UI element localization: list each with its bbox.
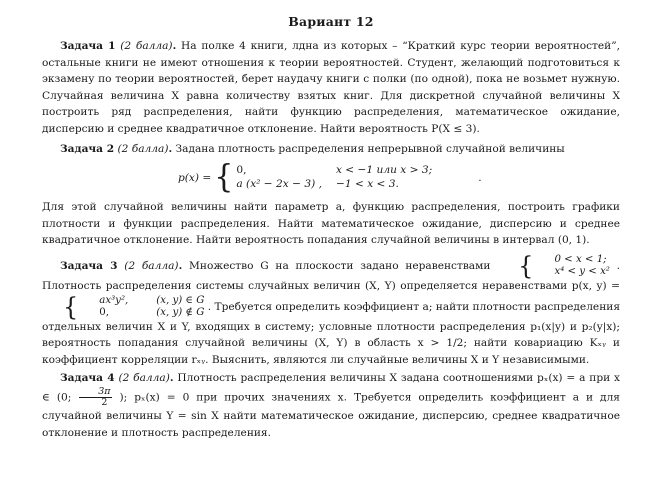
left-brace: {	[518, 251, 534, 281]
task-2-body: Для этой случайной величины найти параметр a, функцию распределения, построить графики плотности и функции распределения. Найти математическое ожидание, дисперсию и среднее квадратичное отклонение. Найти вероятность попадания случайной величины в интервал (0, 1).	[42, 201, 620, 247]
set-g-inequalities	[497, 251, 610, 281]
fraction-3pi-over-2	[79, 387, 111, 408]
joint-density-cases	[42, 291, 205, 322]
task-4: Задача 4 (2 балла). Плотность распределения величины X задана соотношениями pₓ(x) = a при x ∈ (0; $\frac{3\pi}{2}$ ); pₓ(x) = 0 при прочих значениях x. Требуется определить коэффициент a и для случайной величины Y = sin X найти математическое ожидание, дисперсию, среднее квадратичное отклонение и плотность распределения.	[42, 372, 620, 439]
task-3-part-1: Множество G на плоскости задано неравенствами	[189, 259, 491, 272]
task-4-heading: Задача 4	[60, 372, 115, 385]
density-case-1-value: ax³y²,	[99, 294, 129, 306]
density-cases	[211, 158, 433, 196]
task-2-intro-text: Задана плотность распределения непрерывной случайной величины	[175, 142, 565, 155]
left-brace: {	[214, 158, 234, 196]
task-2-points: (2 балла)	[117, 142, 169, 155]
task-3-points: (2 балла)	[124, 259, 179, 272]
fraction-denominator: 2	[101, 396, 108, 408]
variant-title: Вариант 12	[288, 14, 374, 29]
density-case-2-condition: (x, y) ∉ G	[156, 306, 205, 318]
case-2-value: a (x² − 2x − 3) ,	[236, 178, 322, 191]
task-3-part-2: . Плотность распределения системы случайных величин (X, Y) определяется неравенствами p(x, y) =	[42, 259, 621, 292]
task-1: Задача 1 (2 балла). На полке 4 книги, лдна из которых – “Краткий курс теории вероятностей”, остальные книги не имеют отношения к теории вероятностей. Студент, желающий подготовиться к экзамену по теории вероятностей, берет наудачу книги с полки (по одной), пока не возьмет нужную. Случайная величина X равна количеству взятых книг. Для дискретной случайной величины X построить ряд распределения, найти функцию распределения, математическое ожидание, дисперсию и среднее квадратичное отклонение. Найти вероятность P(X ≤ 3).	[42, 40, 621, 135]
task-2-intro: Задача 2 (2 балла). Задана плотность распределения непрерывной случайной величины	[60, 142, 565, 155]
left-brace: {	[63, 291, 79, 322]
case-2-condition: −1 < x < 3.	[335, 178, 399, 191]
task-3-heading: Задача 3	[60, 259, 118, 272]
formula-period: .	[478, 171, 482, 184]
inequality-1: 0 < x < 1;	[554, 253, 607, 265]
task-1-points: (2 балла)	[120, 40, 173, 52]
task-4-part-2: ); pₓ(x) = 0 при прочих значениях x. Требуется определить коэффициент a и для случайной величины Y = sin X найти математическое ожидание, дисперсию, среднее квадратичное отклонение и плотность распределения.	[42, 391, 620, 439]
task-2-heading: Задача 2	[60, 142, 115, 155]
task-4-points: (2 балла)	[118, 372, 170, 385]
task-1-text: На полке 4 книги, лдна из которых – “Краткий курс теории вероятностей”, остальные книги не имеют отношения к теории вероятностей. Студент, желающий подготовиться к экзамену по теории вероятностей, берет наудачу книги с полки (по одной), пока не возьмет нужную. Случайная величина X равна количеству взятых книг. Для дискретной случайной величины X построить ряд распределения, найти функцию распределения, математическое ожидание, дисперсию и среднее квадратичное отклонение. Найти вероятность P(X ≤ 3).	[42, 40, 621, 135]
task-1-heading: Задача 1	[60, 40, 116, 52]
density-case-2-value: 0,	[99, 306, 110, 318]
task-4-part-1: Плотность распределения величины X задана соотношениями pₓ(x) = a при x ∈ (0;	[42, 372, 620, 404]
inequality-2: x⁴ < y < x²	[554, 265, 610, 277]
case-1-condition: x < −1 или x > 3;	[335, 164, 433, 177]
task-3-part-3: . Требуется определить коэффициент a; найти плотности распределения отдельных величин X и Y, входящих в систему; условные плотности распределения p₁(x|y) и p₂(y|x); вероятность попадания случайной величины (X, Y) в область x > 1/2; найти ковариацию Kₓᵧ и коэффициент корреляции rₓᵧ. Выяснить, являются ли случайные величины X и Y независимыми.	[42, 300, 621, 366]
case-1-value: 0,	[236, 164, 247, 177]
density-formula	[178, 158, 620, 196]
task-3: Задача 3 (2 балла). Множество G на плоскости задано неравенствами { 0 < x < 1; x⁴ < y < x² . Плотность распределения системы случайных величин (X, Y) определяется неравенствами p(x, y) = { ax³y², (x, y) ∈ G 0, (x, y) ∉ G . Требуется определить коэффициент a; найти плотности распределения отдельных величин X и Y, входящих в систему; условные плотности распределения p₁(x|y) и p₂(y|x); вероятность попадания случайной величины (X, Y) в область x > 1/2; найти ковариацию Kₓᵧ и коэффициент корреляции rₓᵧ. Выяснить, являются ли случайные величины X и Y независимыми.	[42, 251, 621, 366]
density-case-1-condition: (x, y) ∈ G	[156, 294, 205, 306]
density-lhs: p(x) =	[178, 171, 212, 184]
fraction-numerator: 3π	[79, 387, 111, 398]
